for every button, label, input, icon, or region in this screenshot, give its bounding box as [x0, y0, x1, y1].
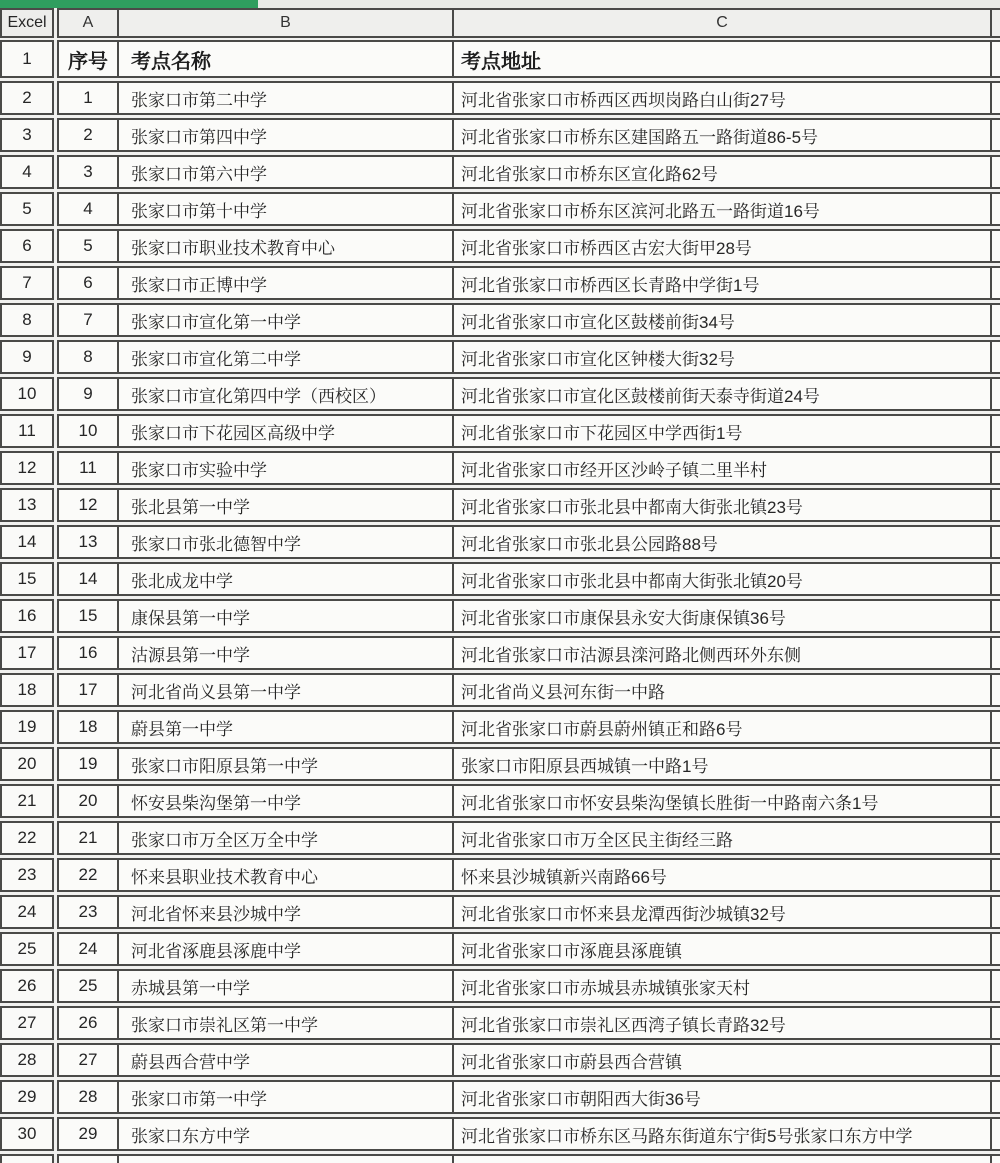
- cell-address[interactable]: 怀来县沙城镇新兴南路66号: [452, 860, 990, 890]
- table-body: [0, 81, 1000, 1151]
- row-number[interactable]: 19: [0, 710, 54, 744]
- cell-address[interactable]: 河北省张家口市涿鹿县涿鹿镇: [452, 934, 990, 964]
- cell-address[interactable]: 河北省张家口市张北县中都南大街张北镇23号: [452, 490, 990, 520]
- cell-seq[interactable]: 24: [78, 939, 98, 958]
- cell-name[interactable]: 张家口市第十中学: [117, 194, 452, 224]
- cell-d-partial[interactable]: [990, 860, 1000, 890]
- cell-address[interactable]: 河北省张家口市朝阳西大街36号: [452, 1082, 990, 1112]
- cell-d-partial[interactable]: [990, 527, 1000, 557]
- table-row: [0, 266, 1000, 300]
- cell-d-partial[interactable]: [990, 453, 1000, 483]
- cell-d-partial[interactable]: [990, 601, 1000, 631]
- row-number[interactable]: 13: [0, 488, 54, 522]
- excel-green-accent-bar: [0, 0, 258, 8]
- cell-name[interactable]: 蔚县第一中学: [117, 712, 452, 742]
- header-cell-d-partial[interactable]: [990, 42, 1000, 76]
- row-number[interactable]: 6: [0, 229, 54, 263]
- cell-d-partial[interactable]: [990, 231, 1000, 261]
- row-number[interactable]: 22: [0, 821, 54, 855]
- cell-name[interactable]: 河北省怀来县沙城中学: [117, 897, 452, 927]
- cell-name[interactable]: 张家口市阳原县第一中学: [117, 749, 452, 779]
- cell-d-partial[interactable]: [990, 934, 1000, 964]
- row-number[interactable]: 30: [0, 1117, 54, 1151]
- row-number[interactable]: 17: [0, 636, 54, 670]
- table-row: [0, 118, 1000, 152]
- cell-seq[interactable]: 2: [83, 125, 93, 144]
- cell-seq[interactable]: 11: [79, 458, 97, 477]
- row-number[interactable]: 29: [0, 1080, 54, 1114]
- row-number[interactable]: 27: [0, 1006, 54, 1040]
- table-row: [0, 821, 1000, 855]
- header-cell-address[interactable]: 考点地址: [452, 42, 990, 76]
- row-number[interactable]: 2: [0, 81, 54, 115]
- cell-seq[interactable]: 13: [78, 532, 98, 551]
- cell-d-partial[interactable]: [990, 379, 1000, 409]
- row-number[interactable]: 4: [0, 155, 54, 189]
- cell-address[interactable]: 河北省张家口市蔚县蔚州镇正和路6号: [452, 712, 990, 742]
- cell-name[interactable]: 怀来县职业技术教育中心: [117, 860, 452, 890]
- cell-seq[interactable]: 26: [78, 1013, 98, 1032]
- cell-name[interactable]: 张家口市第四中学: [117, 120, 452, 150]
- cell-d-partial[interactable]: [990, 194, 1000, 224]
- cell-name[interactable]: 赤城县第一中学: [117, 971, 452, 1001]
- cell-seq[interactable]: 19: [78, 754, 98, 773]
- cell-address[interactable]: 河北省张家口市万全区民主街经三路: [452, 823, 990, 853]
- cell-seq[interactable]: 15: [78, 606, 98, 625]
- cell-address[interactable]: 河北省张家口市桥东区马路东街道东宁街5号张家口东方中学: [452, 1119, 990, 1149]
- header-cell-name[interactable]: 考点名称: [117, 42, 452, 76]
- table-row: [0, 599, 1000, 633]
- window-top-strip: [0, 0, 1000, 8]
- table-row: [0, 192, 1000, 226]
- cell-name[interactable]: 张家口市崇礼区第一中学: [117, 1008, 452, 1038]
- row-number[interactable]: 20: [0, 747, 54, 781]
- table-row: [0, 1006, 1000, 1040]
- cell-seq[interactable]: 27: [78, 1050, 98, 1069]
- row-number[interactable]: [0, 1154, 54, 1163]
- cell-address[interactable]: 河北省张家口市宣化区钟楼大街32号: [452, 342, 990, 372]
- cell-name[interactable]: 张北县第一中学: [117, 490, 452, 520]
- cell-address[interactable]: 河北省尚义县河东街一中路: [452, 675, 990, 705]
- cell-address[interactable]: 河北省张家口市桥东区滨河北路五一路街道16号: [452, 194, 990, 224]
- row-number[interactable]: 3: [0, 118, 54, 152]
- cell-name[interactable]: 张家口市第二中学: [117, 83, 452, 113]
- cell-name[interactable]: 张家口市宣化第四中学（西校区）: [117, 379, 452, 409]
- cell-name[interactable]: 张家口市万全区万全中学: [117, 823, 452, 853]
- cell-seq[interactable]: 23: [78, 902, 98, 921]
- cell-name[interactable]: 蔚县西合营中学: [117, 1045, 452, 1075]
- cell-d-partial[interactable]: [990, 1119, 1000, 1149]
- header-cell-seq[interactable]: 序号: [68, 50, 108, 73]
- cell-seq[interactable]: 25: [78, 976, 98, 995]
- cell-d-partial[interactable]: [990, 120, 1000, 150]
- cell-seq[interactable]: 16: [78, 643, 98, 662]
- cell-d-partial[interactable]: [990, 1008, 1000, 1038]
- table-row: [0, 451, 1000, 485]
- cell-seq[interactable]: 7: [83, 310, 93, 329]
- cell-name[interactable]: 怀安县柴沟堡第一中学: [117, 786, 452, 816]
- cell-name[interactable]: 张家口市实验中学: [117, 453, 452, 483]
- row-number[interactable]: 15: [0, 562, 54, 596]
- row-number[interactable]: 24: [0, 895, 54, 929]
- cell-address[interactable]: 河北省张家口市宣化区鼓楼前街34号: [452, 305, 990, 335]
- cell-name[interactable]: 张家口市职业技术教育中心: [117, 231, 452, 261]
- table-row: [0, 1043, 1000, 1077]
- cell-name[interactable]: 张家口市第六中学: [117, 157, 452, 187]
- column-letter-a[interactable]: A: [82, 14, 94, 31]
- cell-d-partial[interactable]: [990, 83, 1000, 113]
- table-row: [0, 525, 1000, 559]
- cell-seq[interactable]: 29: [78, 1124, 98, 1143]
- cell-d-partial[interactable]: [990, 897, 1000, 927]
- cell-address[interactable]: 张家口市阳原县西城镇一中路1号: [452, 749, 990, 779]
- cell-d-partial[interactable]: [990, 1082, 1000, 1112]
- row-number[interactable]: 26: [0, 969, 54, 1003]
- column-letter-d-partial[interactable]: [990, 10, 1000, 36]
- cell-name[interactable]: 河北省涿鹿县涿鹿中学: [117, 934, 452, 964]
- cell-seq[interactable]: 20: [78, 791, 98, 810]
- row-number[interactable]: 23: [0, 858, 54, 892]
- cell-d-partial[interactable]: [990, 416, 1000, 446]
- row-number[interactable]: 25: [0, 932, 54, 966]
- cell-address[interactable]: 河北省张家口市桥东区建国路五一路街道86-5号: [452, 120, 990, 150]
- partial-row-31: [0, 1154, 1000, 1163]
- row-number[interactable]: 12: [0, 451, 54, 485]
- cell-seq[interactable]: 3: [83, 162, 93, 181]
- table-row: [0, 488, 1000, 522]
- table-row: [0, 155, 1000, 189]
- column-letter-b[interactable]: B: [117, 10, 452, 36]
- table-row: [0, 1117, 1000, 1151]
- cell-name[interactable]: 河北省尚义县第一中学: [117, 675, 452, 705]
- table-row: [0, 673, 1000, 707]
- cell-name[interactable]: 张家口市张北德智中学: [117, 527, 452, 557]
- cell-d-partial[interactable]: [990, 268, 1000, 298]
- cell-seq[interactable]: 6: [83, 273, 93, 292]
- table-row: [0, 895, 1000, 929]
- table-row: [0, 932, 1000, 966]
- column-letter-c[interactable]: C: [452, 10, 990, 36]
- cell-address[interactable]: 河北省张家口市桥西区古宏大街甲28号: [452, 231, 990, 261]
- cell-name[interactable]: 张家口市下花园区高级中学: [117, 416, 452, 446]
- cell-name[interactable]: 张家口市宣化第二中学: [117, 342, 452, 372]
- cell-address[interactable]: 河北省张家口市下花园区中学西街1号: [452, 416, 990, 446]
- cell-name[interactable]: 张家口市第一中学: [117, 1082, 452, 1112]
- cell-seq[interactable]: 4: [83, 199, 93, 218]
- cell-seq[interactable]: 12: [78, 495, 98, 514]
- row-number[interactable]: 7: [0, 266, 54, 300]
- row-number[interactable]: 10: [0, 377, 54, 411]
- column-header-row: [0, 8, 1000, 38]
- cell-address[interactable]: 河北省张家口市张北县中都南大街张北镇20号: [452, 564, 990, 594]
- corner-label: Excel: [0, 8, 54, 38]
- cell-address[interactable]: 河北省张家口市桥东区宣化路62号: [452, 157, 990, 187]
- table-row: [0, 747, 1000, 781]
- row-number[interactable]: 9: [0, 340, 54, 374]
- cell-address[interactable]: 河北省张家口市张北县公园路88号: [452, 527, 990, 557]
- cell-name[interactable]: 沽源县第一中学: [117, 638, 452, 668]
- cell-address[interactable]: 河北省张家口市怀来县龙潭西街沙城镇32号: [452, 897, 990, 927]
- table-row: [0, 858, 1000, 892]
- row-number[interactable]: 11: [0, 414, 54, 448]
- table-row: [0, 81, 1000, 115]
- cell-address[interactable]: 河北省张家口市桥西区长青路中学街1号: [452, 268, 990, 298]
- table-row: [0, 229, 1000, 263]
- cell-address[interactable]: 河北省张家口市赤城县赤城镇张家天村: [452, 971, 990, 1001]
- table-row: [0, 340, 1000, 374]
- row-number[interactable]: 1: [0, 40, 54, 78]
- row-number[interactable]: 16: [0, 599, 54, 633]
- cell-d-partial[interactable]: [990, 823, 1000, 853]
- cell-d-partial[interactable]: [990, 971, 1000, 1001]
- cell-d-partial[interactable]: [990, 638, 1000, 668]
- cell-d-partial[interactable]: [990, 749, 1000, 779]
- row-number[interactable]: 28: [0, 1043, 54, 1077]
- cell-seq[interactable]: 22: [78, 865, 98, 884]
- table-row: [0, 414, 1000, 448]
- table-header-row: [0, 40, 1000, 78]
- cell-address[interactable]: 河北省张家口市蔚县西合营镇: [452, 1045, 990, 1075]
- table-row: [0, 303, 1000, 337]
- cell-d-partial[interactable]: [990, 490, 1000, 520]
- cell-name[interactable]: 康保县第一中学: [117, 601, 452, 631]
- cell-d-partial[interactable]: [990, 675, 1000, 705]
- cell-seq[interactable]: 10: [78, 421, 98, 440]
- table-row: [0, 784, 1000, 818]
- cell-address[interactable]: 河北省张家口市沽源县滦河路北侧西环外东侧: [452, 638, 990, 668]
- cell-address[interactable]: 河北省张家口市怀安县柴沟堡镇长胜街一中路南六条1号: [452, 786, 990, 816]
- cell-name[interactable]: 张北成龙中学: [117, 564, 452, 594]
- cell-seq[interactable]: 21: [78, 828, 98, 847]
- row-number[interactable]: 21: [0, 784, 54, 818]
- row-number[interactable]: 14: [0, 525, 54, 559]
- cell-seq[interactable]: 14: [78, 569, 98, 588]
- cell-seq[interactable]: 17: [78, 680, 98, 699]
- row-number[interactable]: 8: [0, 303, 54, 337]
- cell-address[interactable]: 河北省张家口市崇礼区西湾子镇长青路32号: [452, 1008, 990, 1038]
- cell-name[interactable]: 张家口东方中学: [117, 1119, 452, 1149]
- table-row: [0, 562, 1000, 596]
- cell-d-partial[interactable]: [990, 157, 1000, 187]
- cell-d-partial[interactable]: [990, 786, 1000, 816]
- cell-d-partial[interactable]: [990, 564, 1000, 594]
- row-number[interactable]: 5: [0, 192, 54, 226]
- cell-d-partial[interactable]: [990, 305, 1000, 335]
- cell-address[interactable]: 河北省张家口市经开区沙岭子镇二里半村: [452, 453, 990, 483]
- table-row: [0, 636, 1000, 670]
- cell-name[interactable]: 张家口市正博中学: [117, 268, 452, 298]
- cell-seq[interactable]: 5: [83, 236, 93, 255]
- cell-seq[interactable]: 28: [78, 1087, 98, 1106]
- cell-name[interactable]: 张家口市宣化第一中学: [117, 305, 452, 335]
- cell-seq[interactable]: 8: [83, 347, 93, 366]
- row-number[interactable]: 18: [0, 673, 54, 707]
- cell-seq[interactable]: 18: [78, 717, 98, 736]
- table-row: [0, 969, 1000, 1003]
- cell-seq[interactable]: 9: [83, 384, 93, 403]
- cell-address[interactable]: 河北省张家口市康保县永安大街康保镇36号: [452, 601, 990, 631]
- table-row: [0, 1080, 1000, 1114]
- cell-seq[interactable]: 1: [83, 88, 93, 107]
- cell-d-partial[interactable]: [990, 1045, 1000, 1075]
- table-row: [0, 710, 1000, 744]
- cell-d-partial[interactable]: [990, 342, 1000, 372]
- cell-address[interactable]: 河北省张家口市宣化区鼓楼前街天泰寺街道24号: [452, 379, 990, 409]
- table-row: [0, 377, 1000, 411]
- cell-d-partial[interactable]: [990, 712, 1000, 742]
- cell-address[interactable]: 河北省张家口市桥西区西坝岗路白山街27号: [452, 83, 990, 113]
